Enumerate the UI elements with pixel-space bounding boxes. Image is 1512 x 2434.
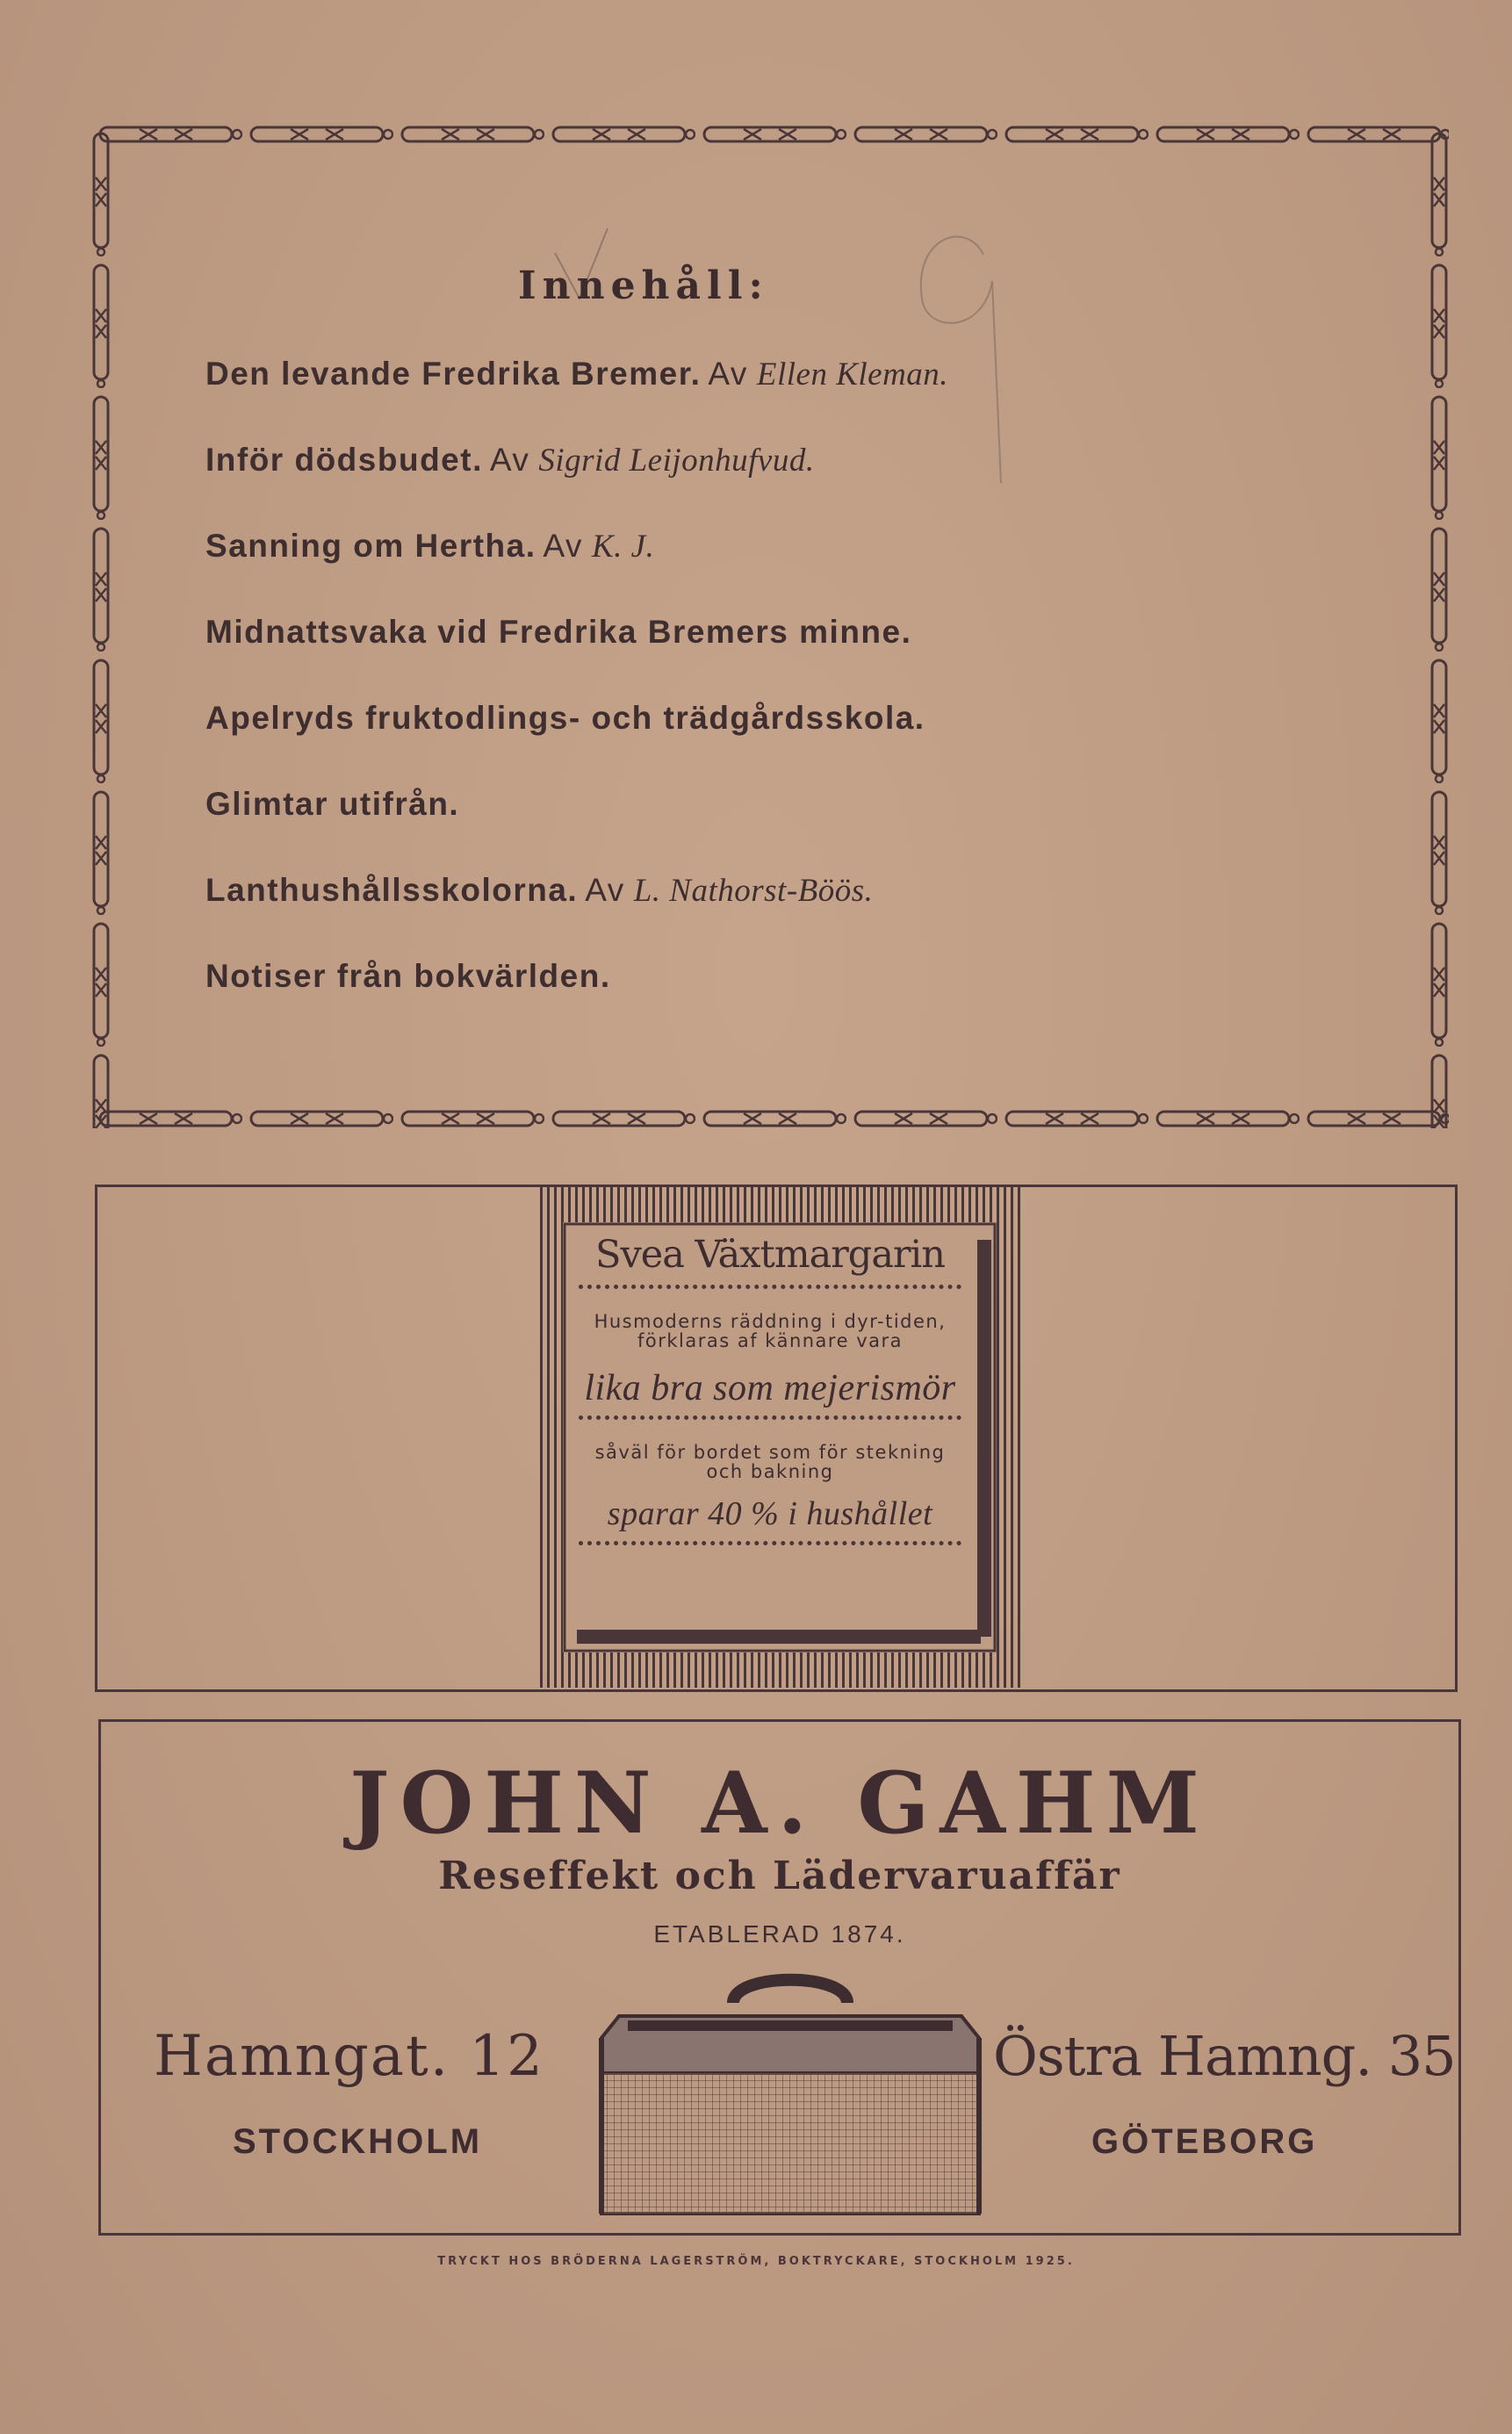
goteborg-address: Östra Hamng. 35 bbox=[993, 2024, 1456, 2088]
contents-list bbox=[205, 356, 948, 1044]
goteborg-city: GÖTEBORG bbox=[1091, 2122, 1318, 2161]
item-title: Midnattsvaka vid Fredrika Bremers minne. bbox=[205, 614, 912, 650]
item-by: Av bbox=[708, 356, 748, 392]
item-author: Ellen Kleman. bbox=[756, 356, 949, 392]
contents-item bbox=[205, 700, 948, 786]
item-by: Av bbox=[489, 442, 530, 478]
travel-bag-illustration bbox=[593, 1968, 988, 2222]
contents-item bbox=[205, 442, 948, 528]
chain-border-bottom bbox=[91, 1109, 1449, 1128]
chain-border-right bbox=[1429, 125, 1449, 1128]
dotted-rule bbox=[579, 1415, 961, 1427]
margarine-slogan-2: sparar 40 % i hushållet bbox=[607, 1495, 933, 1532]
margarine-text-1: Husmoderns räddning i dyr-tiden, förklaras af kännare vara bbox=[594, 1311, 947, 1351]
dotted-rule bbox=[579, 1541, 961, 1552]
stockholm-address: Hamngat. 12 bbox=[154, 2024, 544, 2089]
item-author: Sigrid Leijonhufvud. bbox=[538, 443, 815, 479]
margarine-advertisement bbox=[95, 1185, 1458, 1692]
printer-imprint: TRYCKT HOS BRÖDERNA LAGERSTRÖM, BOKTRYCKARE, STOCKHOLM 1925. bbox=[437, 2255, 1075, 2268]
item-title: Glimtar utifrån. bbox=[205, 786, 460, 822]
item-by: Av bbox=[585, 872, 625, 908]
item-title: Sanning om Hertha. bbox=[205, 528, 536, 564]
contents-item bbox=[205, 786, 948, 872]
contents-title: Innehåll: bbox=[518, 263, 769, 308]
item-by: Av bbox=[543, 528, 583, 564]
margarine-text-2: såväl för bordet som för stekning och bakning bbox=[594, 1442, 946, 1482]
margarine-ad-panel bbox=[533, 1187, 1026, 1689]
gahm-established: ETABLERAD 1874. bbox=[653, 1920, 906, 1948]
contents-item bbox=[205, 528, 948, 614]
chain-border-top bbox=[91, 125, 1449, 144]
item-title: Lanthushållsskolorna. bbox=[205, 872, 579, 908]
item-title: Notiser från bokvärlden. bbox=[205, 958, 611, 994]
item-title: Inför dödsbudet. bbox=[205, 442, 483, 478]
item-author: L. Nathorst-Böös. bbox=[633, 873, 874, 909]
item-title: Den levande Fredrika Bremer. bbox=[205, 356, 702, 392]
contents-item bbox=[205, 614, 948, 700]
stockholm-city: STOCKHOLM bbox=[233, 2122, 483, 2161]
contents-item bbox=[205, 872, 948, 958]
gahm-advertisement bbox=[98, 1719, 1461, 2236]
margarine-slogan-1: lika bra som mejerismör bbox=[584, 1368, 956, 1408]
gahm-subtitle: Reseffekt och Lädervaruaffär bbox=[438, 1854, 1121, 1898]
contents-item bbox=[205, 958, 948, 1044]
margarine-ad-content bbox=[568, 1227, 972, 1639]
margarine-brand: Svea Växtmargarin bbox=[595, 1233, 945, 1277]
gahm-name: JOHN A. GAHM bbox=[349, 1753, 1210, 1853]
contents-item bbox=[205, 356, 948, 442]
dotted-rule bbox=[579, 1285, 961, 1296]
chain-border-left bbox=[91, 125, 111, 1128]
item-title: Apelryds fruktodlings- och trädgårdsskola. bbox=[205, 700, 925, 736]
item-author: K. J. bbox=[592, 529, 655, 565]
